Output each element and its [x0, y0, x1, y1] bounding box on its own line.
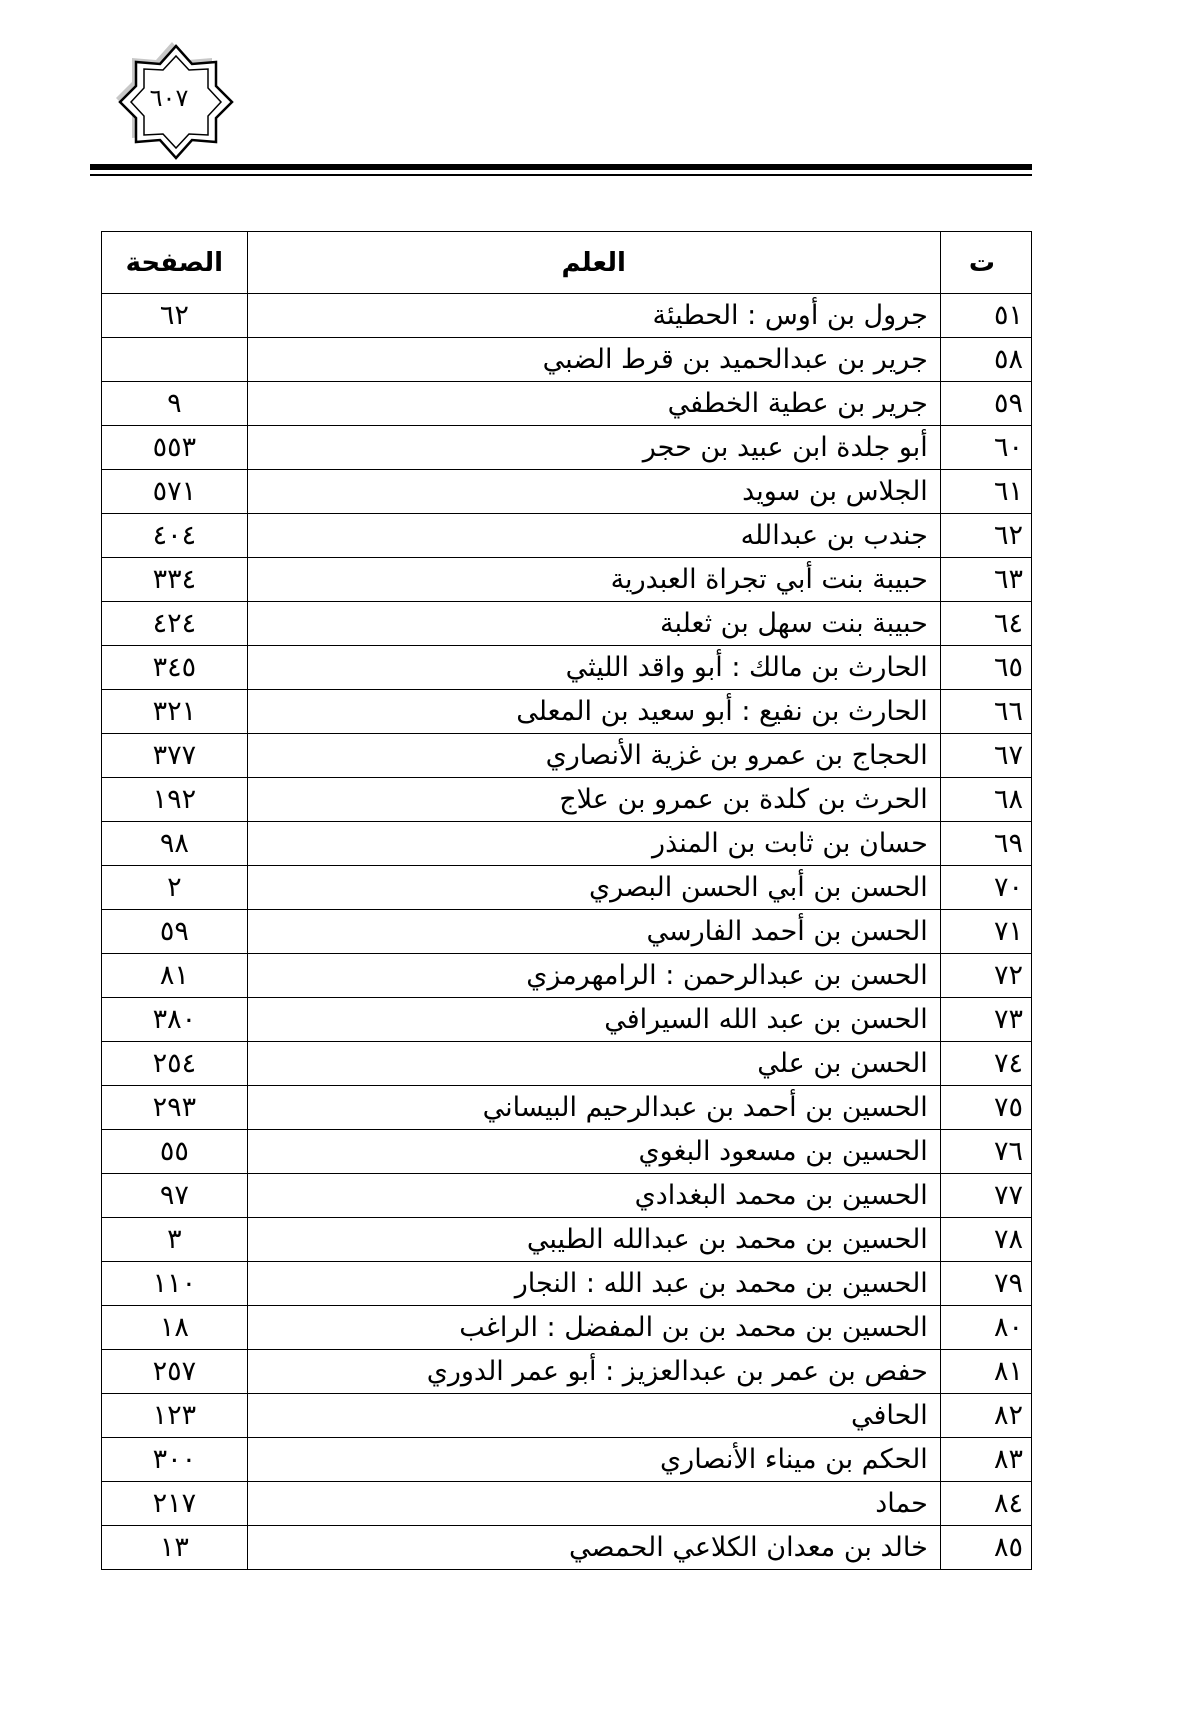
table-row	[102, 822, 1032, 866]
row-name: جرير بن عطية الخطفي	[247, 382, 940, 426]
row-number: ٦٠	[940, 426, 1031, 470]
row-number: ٧١	[940, 910, 1031, 954]
row-name: الحسين بن محمد بن بن المفضل : الراغب	[247, 1306, 940, 1350]
row-name: الحسن بن أحمد الفارسي	[247, 910, 940, 954]
row-page: ١٩٢	[102, 778, 248, 822]
table-row	[102, 778, 1032, 822]
row-page: ٢٥٤	[102, 1042, 248, 1086]
row-name: الحسين بن أحمد بن عبدالرحيم البيساني	[247, 1086, 940, 1130]
row-page: ٤٢٤	[102, 602, 248, 646]
table-row	[102, 1262, 1032, 1306]
row-page: ٩	[102, 382, 248, 426]
row-page: ٣	[102, 1218, 248, 1262]
row-number: ٧٢	[940, 954, 1031, 998]
row-number: ٧٥	[940, 1086, 1031, 1130]
row-number: ٦١	[940, 470, 1031, 514]
table-row	[102, 294, 1032, 338]
row-page: ٣٠٠	[102, 1438, 248, 1482]
page-number: ٦٠٧	[149, 84, 189, 112]
row-name: الحسين بن مسعود البغوي	[247, 1130, 940, 1174]
table-row	[102, 382, 1032, 426]
table-row	[102, 646, 1032, 690]
row-number: ٦٤	[940, 602, 1031, 646]
table-row	[102, 426, 1032, 470]
row-page: ٢	[102, 866, 248, 910]
row-number: ٦٧	[940, 734, 1031, 778]
row-page: ٨١	[102, 954, 248, 998]
row-name: الحرث بن كلدة بن عمرو بن علاج	[247, 778, 940, 822]
row-page: ٤٠٤	[102, 514, 248, 558]
row-name: الحسين بن محمد بن عبد الله : النجار	[247, 1262, 940, 1306]
table-row	[102, 1174, 1032, 1218]
row-name: أبو جلدة ابن عبيد بن حجر	[247, 426, 940, 470]
table-row	[102, 470, 1032, 514]
row-name: جرول بن أوس : الحطيئة	[247, 294, 940, 338]
row-name: حبيبة بنت سهل بن ثعلبة	[247, 602, 940, 646]
row-number: ٥١	[940, 294, 1031, 338]
table-row	[102, 338, 1032, 382]
table-row	[102, 1438, 1032, 1482]
row-number: ٨١	[940, 1350, 1031, 1394]
row-number: ٧٣	[940, 998, 1031, 1042]
header-number: ت	[940, 232, 1031, 294]
row-number: ٦٣	[940, 558, 1031, 602]
table-row	[102, 1130, 1032, 1174]
names-index-table	[101, 231, 1032, 1570]
row-name: الجلاس بن سويد	[247, 470, 940, 514]
table-row	[102, 1350, 1032, 1394]
row-number: ٦٦	[940, 690, 1031, 734]
row-page	[102, 338, 248, 382]
row-number: ٧٨	[940, 1218, 1031, 1262]
header-page: الصفحة	[102, 232, 248, 294]
row-name: حبيبة بنت أبي تجراة العبدرية	[247, 558, 940, 602]
row-name: خالد بن معدان الكلاعي الحمصي	[247, 1526, 940, 1570]
row-page: ١٣	[102, 1526, 248, 1570]
table-row	[102, 602, 1032, 646]
row-name: الحسن بن أبي الحسن البصري	[247, 866, 940, 910]
row-name: الحسن بن عبد الله السيرافي	[247, 998, 940, 1042]
page-number-badge	[104, 40, 244, 164]
table-row	[102, 690, 1032, 734]
row-name: الحسين بن محمد بن عبدالله الطيبي	[247, 1218, 940, 1262]
row-number: ٨٠	[940, 1306, 1031, 1350]
header-rule-thick	[90, 164, 1032, 170]
row-name: الحارث بن نفيع : أبو سعيد بن المعلى	[247, 690, 940, 734]
row-name: جندب بن عبدالله	[247, 514, 940, 558]
row-page: ٥٥٣	[102, 426, 248, 470]
row-page: ٣٢١	[102, 690, 248, 734]
row-name: الحسن بن عبدالرحمن : الرامهرمزي	[247, 954, 940, 998]
table-row	[102, 910, 1032, 954]
table-row	[102, 866, 1032, 910]
row-name: الحافي	[247, 1394, 940, 1438]
row-page: ٩٨	[102, 822, 248, 866]
table-row	[102, 1482, 1032, 1526]
table-row	[102, 734, 1032, 778]
row-name: حماد	[247, 1482, 940, 1526]
row-page: ٦٢	[102, 294, 248, 338]
row-number: ٧٠	[940, 866, 1031, 910]
table-row	[102, 998, 1032, 1042]
row-number: ٧٤	[940, 1042, 1031, 1086]
row-number: ٦٩	[940, 822, 1031, 866]
header-rule-thin	[90, 174, 1032, 176]
table-header-row	[102, 232, 1032, 294]
row-page: ٣٧٧	[102, 734, 248, 778]
row-name: الحسين بن محمد البغدادي	[247, 1174, 940, 1218]
row-number: ٨٢	[940, 1394, 1031, 1438]
table-row	[102, 1042, 1032, 1086]
row-page: ٥٩	[102, 910, 248, 954]
row-number: ٨٣	[940, 1438, 1031, 1482]
row-number: ٧٩	[940, 1262, 1031, 1306]
row-number: ٥٨	[940, 338, 1031, 382]
row-number: ٦٥	[940, 646, 1031, 690]
table-row	[102, 514, 1032, 558]
table-row	[102, 1394, 1032, 1438]
row-page: ٣٨٠	[102, 998, 248, 1042]
row-name: جرير بن عبدالحميد بن قرط الضبي	[247, 338, 940, 382]
table-row	[102, 1526, 1032, 1570]
table-row	[102, 1086, 1032, 1130]
header-name: العلم	[247, 232, 940, 294]
table-row	[102, 558, 1032, 602]
table-row	[102, 954, 1032, 998]
row-number: ٦٨	[940, 778, 1031, 822]
row-page: ٣٤٥	[102, 646, 248, 690]
row-page: ٢٩٣	[102, 1086, 248, 1130]
row-name: حسان بن ثابت بن المنذر	[247, 822, 940, 866]
row-page: ٢١٧	[102, 1482, 248, 1526]
row-page: ١١٠	[102, 1262, 248, 1306]
table-row	[102, 1306, 1032, 1350]
row-number: ٧٧	[940, 1174, 1031, 1218]
row-number: ٨٤	[940, 1482, 1031, 1526]
row-name: الحكم بن ميناء الأنصاري	[247, 1438, 940, 1482]
row-page: ٣٣٤	[102, 558, 248, 602]
row-name: الحسن بن علي	[247, 1042, 940, 1086]
row-page: ١٢٣	[102, 1394, 248, 1438]
row-number: ٥٩	[940, 382, 1031, 426]
row-page: ٥٧١	[102, 470, 248, 514]
row-number: ٨٥	[940, 1526, 1031, 1570]
row-name: الحارث بن مالك : أبو واقد الليثي	[247, 646, 940, 690]
row-page: ١٨	[102, 1306, 248, 1350]
row-name: الحجاج بن عمرو بن غزية الأنصاري	[247, 734, 940, 778]
row-number: ٦٢	[940, 514, 1031, 558]
row-page: ٩٧	[102, 1174, 248, 1218]
row-page: ٥٥	[102, 1130, 248, 1174]
row-number: ٧٦	[940, 1130, 1031, 1174]
row-name: حفص بن عمر بن عبدالعزيز : أبو عمر الدوري	[247, 1350, 940, 1394]
row-page: ٢٥٧	[102, 1350, 248, 1394]
table-row	[102, 1218, 1032, 1262]
